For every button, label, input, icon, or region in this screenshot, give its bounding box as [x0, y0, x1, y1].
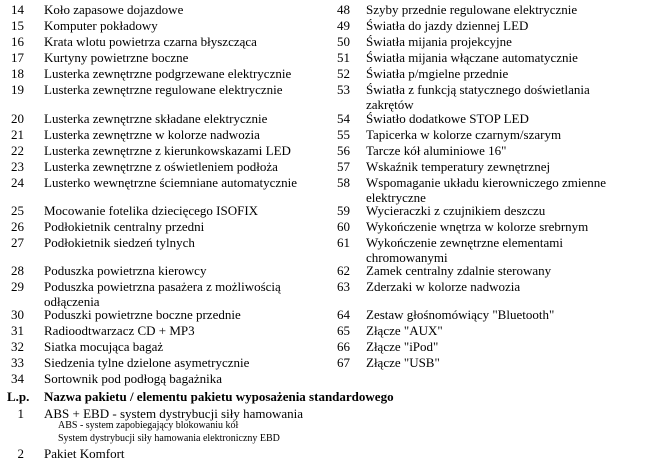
left-item-number: 22 — [11, 143, 24, 158]
left-item-text: Lusterka zewnętrzne z oświetleniem podłoża — [44, 159, 278, 174]
package-sub-item: System dystrybucji siły hamowania elektroniczny EBD — [58, 433, 280, 444]
package-row-number: 2 — [17, 446, 24, 461]
right-item-text: Światła z funkcją statycznego doświetlania zakrętów — [366, 82, 590, 112]
right-item-number: 59 — [337, 203, 350, 218]
left-item-text: Lusterka zewnętrzne w kolorze nadwozia — [44, 127, 260, 142]
right-item-text: Złącze "AUX" — [366, 323, 443, 338]
right-item-text: Wycieraczki z czujnikiem deszczu — [366, 203, 546, 218]
right-item-text: Tarcze kół aluminiowe 16" — [366, 143, 507, 158]
right-item-text: Złącze "iPod" — [366, 339, 439, 354]
right-item-text: Światła mijania projekcyjne — [366, 34, 512, 49]
right-item-number: 50 — [337, 34, 350, 49]
left-item-text: Lusterka zewnętrzne regulowane elektrycznie — [44, 82, 283, 97]
right-item-text: Szyby przednie regulowane elektrycznie — [366, 2, 578, 17]
right-item-text: Światła do jazdy dziennej LED — [366, 18, 529, 33]
package-row-text: Pakiet Komfort — [44, 446, 125, 461]
right-item-number: 56 — [337, 143, 350, 158]
left-item-text: Lusterka zewnętrzne składane elektrycznie — [44, 111, 268, 126]
left-item-number: 28 — [11, 263, 24, 278]
left-item-text: Radioodtwarzacz CD + MP3 — [44, 323, 195, 338]
package-header-lp: L.p. — [7, 389, 30, 404]
right-item-text: Zamek centralny zdalnie sterowany — [366, 263, 552, 278]
left-item-number: 20 — [11, 111, 24, 126]
package-row-number: 1 — [17, 406, 24, 421]
right-item-number: 63 — [337, 279, 350, 294]
left-item-text: Poduszki powietrzne boczne przednie — [44, 307, 241, 322]
left-item-number: 32 — [11, 339, 24, 354]
left-item-number: 30 — [11, 307, 24, 322]
right-item-text: Wykończenie wnętrza w kolorze srebrnym — [366, 219, 589, 234]
right-item-number: 53 — [337, 82, 350, 97]
left-item-number: 16 — [11, 34, 24, 49]
right-item-text: Wykończenie zewnętrzne elementami chromowanymi — [366, 235, 563, 265]
left-item-text: Lusterko wewnętrzne ściemniane automatycznie — [44, 175, 298, 190]
left-item-text: Siedzenia tylne dzielone asymetrycznie — [44, 355, 250, 370]
left-item-number: 31 — [11, 323, 24, 338]
right-item-number: 58 — [337, 175, 350, 190]
right-item-text: Wskaźnik temperatury zewnętrznej — [366, 159, 551, 174]
right-item-text: Zderzaki w kolorze nadwozia — [366, 279, 521, 294]
left-item-text: Siatka mocująca bagaż — [44, 339, 164, 354]
left-item-text: Poduszka powietrzna pasażera z możliwością odłączenia — [44, 279, 281, 309]
right-item-number: 62 — [337, 263, 350, 278]
right-item-number: 67 — [337, 355, 350, 370]
left-item-text: Koło zapasowe dojazdowe — [44, 2, 184, 17]
left-item-number: 21 — [11, 127, 24, 142]
right-item-number: 55 — [337, 127, 350, 142]
right-item-text: Światła mijania włączane automatycznie — [366, 50, 578, 65]
right-item-number: 66 — [337, 339, 350, 354]
right-item-text: Złącze "USB" — [366, 355, 440, 370]
left-item-number: 18 — [11, 66, 24, 81]
right-item-number: 52 — [337, 66, 350, 81]
right-item-number: 49 — [337, 18, 350, 33]
left-item-text: Sortownik pod podłogą bagażnika — [44, 371, 222, 386]
right-item-text: Tapicerka w kolorze czarnym/szarym — [366, 127, 562, 142]
left-item-number: 14 — [11, 2, 24, 17]
left-item-number: 34 — [11, 371, 24, 386]
left-item-number: 33 — [11, 355, 24, 370]
package-sub-item: ABS - system zapobiegający blokowaniu kół — [58, 420, 239, 431]
package-header-title: Nazwa pakietu / elementu pakietu wyposażenia standardowego — [44, 389, 394, 404]
right-item-number: 64 — [337, 307, 350, 322]
left-item-text: Lusterka zewnętrzne podgrzewane elektrycznie — [44, 66, 292, 81]
left-item-number: 24 — [11, 175, 24, 190]
right-item-number: 57 — [337, 159, 350, 174]
left-item-number: 26 — [11, 219, 24, 234]
left-item-number: 23 — [11, 159, 24, 174]
right-item-text: Światła p/mgielne przednie — [366, 66, 509, 81]
right-item-number: 51 — [337, 50, 350, 65]
package-row-text: ABS + EBD - system dystrybucji siły hamowania — [44, 406, 304, 421]
right-item-number: 61 — [337, 235, 350, 250]
right-item-number: 54 — [337, 111, 350, 126]
left-item-number: 27 — [11, 235, 24, 250]
right-item-text: Zestaw głośnomówiący "Bluetooth" — [366, 307, 555, 322]
right-item-number: 48 — [337, 2, 350, 17]
left-item-text: Mocowanie fotelika dziecięcego ISOFIX — [44, 203, 259, 218]
left-item-number: 19 — [11, 82, 24, 97]
left-item-text: Kurtyny powietrzne boczne — [44, 50, 189, 65]
left-item-number: 29 — [11, 279, 24, 294]
left-item-text: Podłokietnik centralny przedni — [44, 219, 205, 234]
right-item-text: Wspomaganie układu kierowniczego zmienne elektryczne — [366, 175, 607, 205]
left-item-text: Podłokietnik siedzeń tylnych — [44, 235, 195, 250]
left-item-text: Poduszka powietrzna kierowcy — [44, 263, 207, 278]
right-item-text: Światło dodatkowe STOP LED — [366, 111, 529, 126]
right-item-number: 65 — [337, 323, 350, 338]
left-item-text: Komputer pokładowy — [44, 18, 158, 33]
left-item-text: Lusterka zewnętrzne z kierunkowskazami LED — [44, 143, 291, 158]
left-item-number: 15 — [11, 18, 24, 33]
left-item-number: 17 — [11, 50, 24, 65]
left-item-text: Krata wlotu powietrza czarna błyszcząca — [44, 34, 257, 49]
left-item-number: 25 — [11, 203, 24, 218]
right-item-number: 60 — [337, 219, 350, 234]
